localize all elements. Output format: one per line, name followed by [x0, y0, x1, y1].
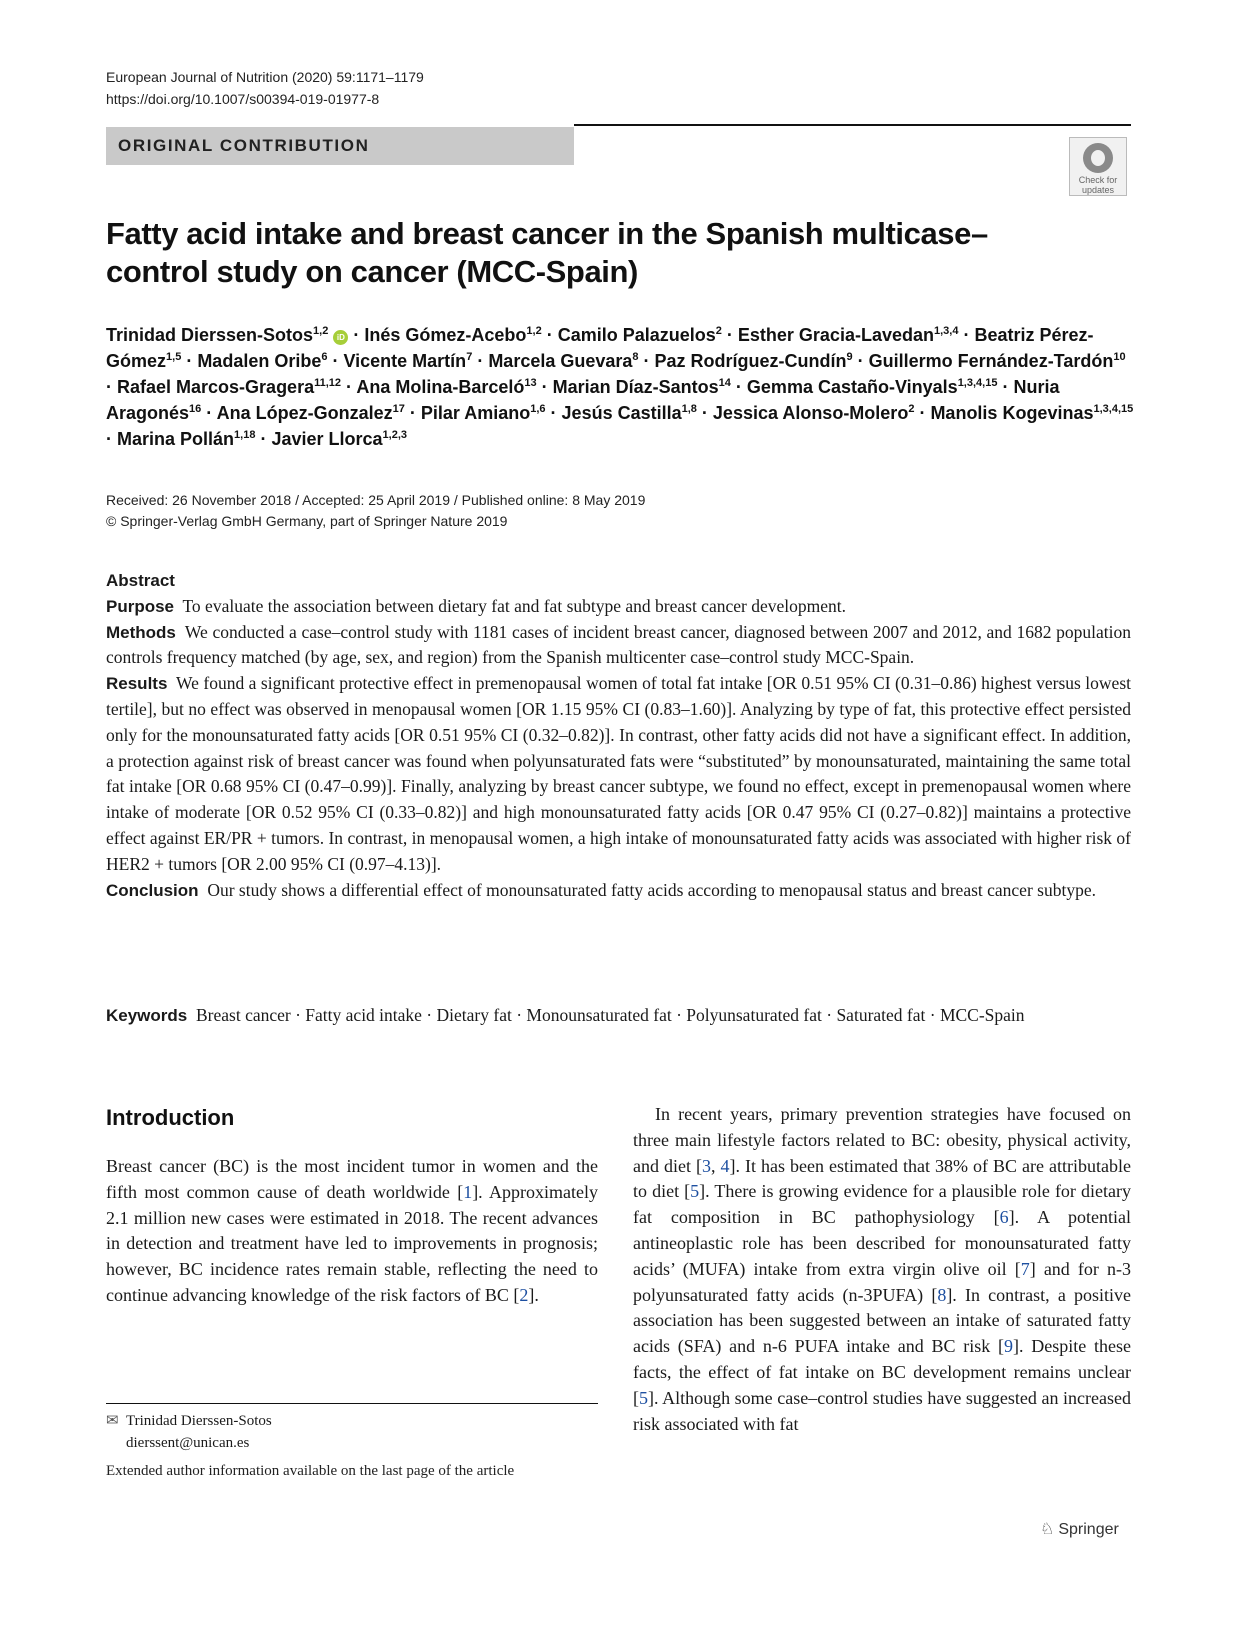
author-affiliation: 1,6 [530, 403, 546, 415]
author-name: Beatriz Pérez-Gómez [106, 325, 1094, 371]
springer-horse-icon: ♘ [1040, 1521, 1055, 1538]
check-for-updates-line1: Check for [1078, 175, 1118, 185]
abstract-conclusion [106, 878, 1131, 904]
header-rule [574, 124, 1131, 126]
author-name: Manolis Kogevinas [930, 403, 1094, 423]
author-affiliation: 2 [908, 403, 915, 415]
conclusion-text: Our study shows a differential effect of monounsaturated fatty acids according to menopausal status and breast cancer subtype. [207, 879, 1096, 900]
section-banner [106, 127, 574, 165]
check-for-updates-line2: updates [1081, 185, 1115, 195]
methods-label: Methods [106, 622, 176, 642]
author-name: Guillermo Fernández-Tardón [868, 351, 1114, 371]
author-affiliation: 10 [1113, 351, 1126, 363]
publisher-logo [1040, 1519, 1119, 1539]
purpose-text: To evaluate the association between dietary fat and fat subtype and breast cancer development. [182, 595, 846, 616]
author-affiliation: 1,3,4,15 [1093, 403, 1134, 415]
journal-header [106, 66, 424, 110]
author-name: Ana López-Gonzalez [216, 403, 393, 423]
publication-dates [106, 490, 645, 532]
author-affiliation: 1,5 [166, 351, 182, 363]
citation-link[interactable]: 4 [720, 1155, 730, 1176]
author-affiliation: 7 [466, 351, 473, 363]
author-name: Jessica Alonso-Molero [712, 403, 909, 423]
methods-text: We conducted a case–control study with 1181 cases of incident breast cancer, diagnosed between 2007 and 2012, and 1682 population controls frequency matched (by age, sex, and region) from the Spanish multicenter case–control study MCC-Spain. [106, 621, 1131, 668]
abstract-results [106, 671, 1131, 877]
citation-link[interactable]: 3 [702, 1155, 711, 1176]
extended-author-info: Extended author information available on the last page of the article [106, 1463, 515, 1479]
citation-link[interactable]: 6 [999, 1207, 1009, 1228]
intro-right-column: In recent years, primary prevention strategies have focused on three main lifestyle factors related to BC: obesity, physical activity, and diet [3, 4]. It has been estimated that 38% of BC are attributable to diet [5]. There is growing evidence for a plausible role for dietary fat composition in BC pathophysiology [6]. A potential antineoplastic role has been described for monounsaturated fatty acids’ (MUFA) intake from extra virgin olive oil [7] and for n-3 polyunsaturated fatty acids (n-3PUFA) [8]. In contrast, a positive association has been suggested between an intake of saturated fatty acids (SFA) and n-6 PUFA intake and BC risk [9]. Despite these facts, the effect of fat intake on BC development remains unclear [5]. Although some case–control studies have suggested an increased risk associated with fat [633, 1104, 1131, 1434]
author-affiliation: 6 [321, 351, 328, 363]
author-affiliation: 1,2 [526, 325, 542, 337]
author-name: Inés Gómez-Acebo [364, 325, 527, 345]
citation-link[interactable]: 7 [1020, 1258, 1030, 1279]
author-name: Trinidad Dierssen-Sotos [106, 325, 314, 345]
author-affiliation: 8 [632, 351, 639, 363]
abstract-purpose [106, 594, 1131, 620]
introduction-heading: Introduction [106, 1105, 235, 1130]
keywords [106, 1003, 1131, 1029]
abstract-methods [106, 620, 1131, 672]
purpose-label: Purpose [106, 596, 175, 616]
author-affiliation: 11,12 [314, 377, 342, 389]
check-for-updates-badge[interactable] [1069, 137, 1127, 196]
author-name: Madalen Oribe [197, 351, 322, 371]
author-name: Paz Rodríguez-Cundín [654, 351, 847, 371]
author-affiliation: 17 [392, 403, 405, 415]
author-name: Marian Díaz-Santos [552, 377, 719, 397]
citation-link[interactable]: 2 [519, 1284, 529, 1305]
author-name: Gemma Castaño-Vinyals [746, 377, 958, 397]
citation-link[interactable]: 1 [463, 1181, 473, 1202]
citation-link[interactable]: 5 [639, 1387, 648, 1408]
abstract [106, 568, 1131, 903]
author-name: Jesús Castilla [561, 403, 682, 423]
abstract-heading: Abstract [106, 571, 175, 590]
received-accepted-dates: Received: 26 November 2018 / Accepted: 25 April 2019 / Published online: 8 May 2019 [106, 492, 646, 508]
author-affiliation: 1,2 [313, 325, 329, 337]
author-name: Rafael Marcos-Gragera [117, 377, 315, 397]
corresponding-author-footnote [106, 1410, 272, 1454]
envelope-icon: ✉ [106, 1412, 119, 1429]
citation-link[interactable]: 5 [690, 1181, 700, 1202]
author-affiliation: 1,3,4,15 [957, 377, 998, 389]
author-name: Javier Llorca [271, 429, 383, 449]
doi-link[interactable]: https://doi.org/10.1007/s00394-019-01977-8 [106, 91, 380, 107]
author-name: Vicente Martín [343, 351, 467, 371]
author-affiliation: 13 [524, 377, 537, 389]
corresponding-author-name: Trinidad Dierssen-Sotos [126, 1413, 272, 1429]
author-name: Ana Molina-Barceló [356, 377, 525, 397]
section-label: ORIGINAL CONTRIBUTION [118, 136, 370, 155]
author-affiliation: 9 [846, 351, 853, 363]
conclusion-label: Conclusion [106, 880, 199, 900]
results-label: Results [106, 674, 168, 694]
citation-link[interactable]: 8 [937, 1284, 947, 1305]
author-name: Camilo Palazuelos [557, 325, 716, 345]
author-affiliation: 1,3,4 [933, 325, 959, 337]
author-name: Esther Gracia-Lavedan [737, 325, 934, 345]
author-list: Trinidad Dierssen-Sotos$^{1,2}$ iD · Inés Gómez-Acebo$^{1,2}$ · Camilo Palazuelos$^2$ · Esther Gracia-Lavedan$^{1,3,4}$ · Beatriz Pérez-Gómez$^{1,5}$ · Madalen Oribe$^6$ · Vicente Martín$^7$ · Marcela Guevara$^8$ · Paz Rodríguez-Cundín$^9$ · Guillermo Fernández-Tardón$^{10}$ · Rafael Marcos-Gragera$^{11,12}$ · Ana Molina-Barceló$^{13}$ · Marian Díaz-Santos$^{14}$ · Gemma Castaño-Vinyals$^{1,3,4,15}$ · Nuria Aragonés$^{16}$ · Ana López-Gonzalez$^{17}$ · Pilar Amiano$^{1,6}$ · Jesús Castilla$^{1,8}$ · Jessica Alonso-Molero$^2$ · Manolis Kogevinas$^{1,3,4,15}$ · Marina Pollán$^{1,18}$ · Javier Llorca$^{1,2,3}$ [106, 325, 1134, 449]
citation-link[interactable]: 9 [1004, 1336, 1014, 1357]
publisher-name: Springer [1058, 1521, 1119, 1538]
article-title: Fatty acid intake and breast cancer in the Spanish multicase–control study on cancer (MCC-Spain) [106, 216, 988, 289]
keywords-label: Keywords [106, 1006, 188, 1025]
keywords-text: Breast cancer · Fatty acid intake · Dietary fat · Monounsaturated fat · Polyunsaturated fat · Saturated fat · MCC-Spain [196, 1005, 1025, 1025]
author-affiliation: 2 [715, 325, 722, 337]
author-name: Marina Pollán [117, 429, 235, 449]
author-name: Marcela Guevara [488, 351, 633, 371]
journal-citation: European Journal of Nutrition (2020) 59:1171–1179 [106, 69, 424, 85]
author-affiliation: 1,2,3 [382, 429, 407, 441]
footnote-rule [106, 1403, 598, 1404]
author-name: Pilar Amiano [420, 403, 531, 423]
corresponding-author-email[interactable]: dierssent@unican.es [126, 1435, 250, 1451]
intro-left-column: Breast cancer (BC) is the most incident tumor in women and the fifth most common cause of death worldwide [1]. Approximately 2.1 million new cases were estimated in 2018. The recent advances in detection and treatment have led to improvements in prognosis; however, BC incidence rates remain stable, reflecting the need to continue advancing knowledge of the risk factors of BC [2]. [106, 1156, 598, 1305]
results-text: We found a significant protective effect in premenopausal women of total fat intake [OR 0.51 95% CI (0.31–0.86) highest versus lowest tertile], but no effect was observed in menopausal women [OR 1.15 95% CI (0.83–1.60)]. Analyzing by type of fat, this protective effect persisted only for the monounsaturated fatty acids [OR 0.51 95% CI (0.32–0.82)]. In contrast, other fatty acids did not have a significant effect. In addition, a protection against risk of breast cancer was found when polyunsaturated fats were “substituted” by monounsaturated, maintaining the same total fat intake [OR 0.68 95% CI (0.47–0.99)]. Finally, analyzing by breast cancer subtype, we found no effect, except in premenopausal women where intake of moderate [OR 0.52 95% CI (0.33–0.82)] and high monounsaturated fatty acids [OR 0.47 95% CI (0.27–0.82)] maintains a protective effect against ER/PR + tumors. In contrast, in menopausal women, a high intake of monounsaturated fatty acids was associated with higher risk of HER2 + tumors [OR 2.00 95% CI (0.97–4.13)]. [106, 673, 1131, 874]
author-name: Nuria Aragonés [106, 377, 1060, 423]
author-affiliation: 14 [718, 377, 731, 389]
copyright-notice: © Springer-Verlag GmbH Germany, part of Springer Nature 2019 [106, 513, 508, 529]
crossmark-icon [1083, 143, 1113, 173]
author-affiliation: 1,18 [234, 429, 256, 441]
author-affiliation: 16 [189, 403, 202, 415]
author-affiliation: 1,8 [681, 403, 697, 415]
orcid-icon[interactable]: iD [333, 330, 348, 345]
